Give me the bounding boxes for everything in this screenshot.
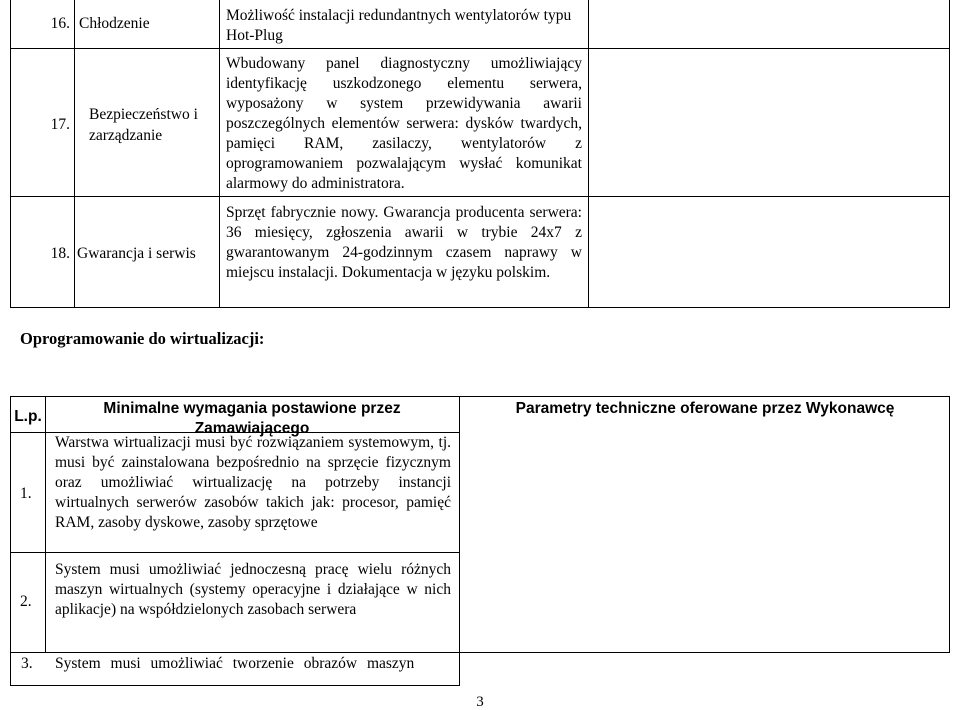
header-requirements: Minimalne wymagania postawione przez Zamawiającego: [103, 400, 401, 437]
row-number: 18.: [50, 245, 70, 262]
header-offered: Parametry techniczne oferowane przez Wykonawcę: [515, 400, 895, 417]
row-requirement: System musi umożliwiać jednoczesną pracę wielu różnych maszyn wirtualnych (systemy operacyjne i działające w nich aplikacje) na współdzielonych zasobach serwera: [55, 561, 451, 618]
row-name: Chłodzenie: [79, 15, 150, 32]
server-spec-table: [10, 0, 950, 308]
row-number: 1.: [20, 485, 32, 502]
row-number: 3.: [21, 655, 33, 672]
virtualization-requirements-table: [10, 396, 950, 686]
section-title: Oprogramowanie do wirtualizacji:: [20, 329, 265, 348]
row-number: 16.: [50, 15, 70, 32]
header-lp: L.p.: [14, 408, 42, 425]
row-requirement: Warstwa wirtualizacji musi być rozwiązaniem systemowym, tj. musi być zainstalowana bezpośrednio na sprzęcie fizycznym oraz umożliwiać wirtualizację na potrzeby instancji wirtualnych serwerów zasobów takich jak: procesor, pamięć RAM, zasoby dyskowe, zasoby sprzętowe: [55, 434, 451, 531]
page-number: 3: [476, 694, 484, 710]
row-number: 17.: [50, 116, 70, 133]
row-description: Wbudowany panel diagnostyczny umożliwiający identyfikację uszkodzonego elementu serwera, wyposażony w system przewidywania awarii poszczególnych elementów serwera: dysków twardych, pamięci RAM, zasilaczy, wentylatorów z oprogramowaniem pozwalającym wysłać komunikat alarmowy do administratora.: [226, 55, 582, 192]
row-name: Bezpieczeństwo i zarządzanie: [89, 106, 198, 144]
row-requirement: System musi umożliwiać tworzenie obrazów maszyn: [55, 655, 415, 672]
row-name: Gwarancja i serwis: [77, 245, 196, 262]
row-description: Możliwość instalacji redundantnych wentylatorów typu Hot-Plug: [226, 7, 572, 44]
row-number: 2.: [20, 593, 32, 610]
row-description: Sprzęt fabrycznie nowy. Gwarancja producenta serwera: 36 miesięcy, zgłoszenia awarii w trybie 24x7 z gwarantowanym 24-godzinnym czasem naprawy w miejscu instalacji. Dokumentacja w języku polskim.: [226, 204, 582, 281]
